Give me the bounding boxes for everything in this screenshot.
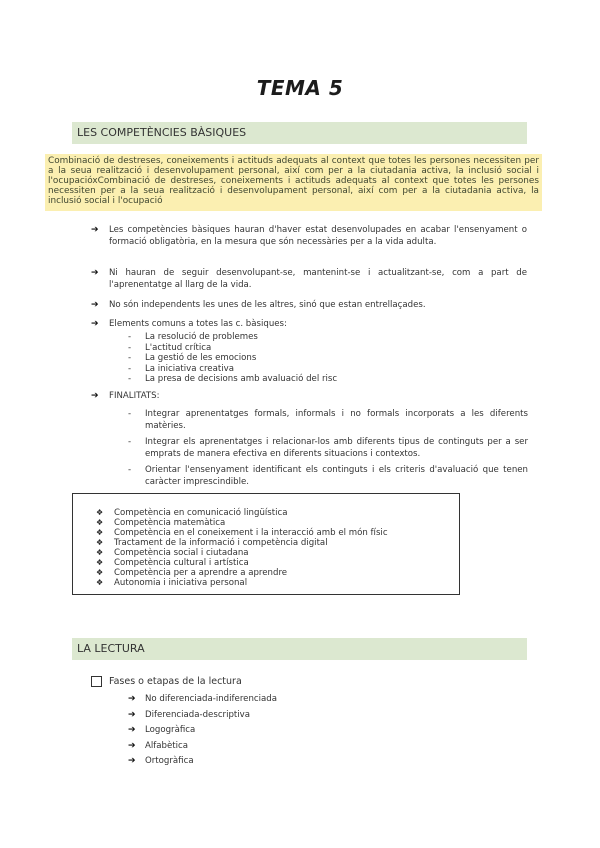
arrow-icon: ➔ — [91, 319, 99, 329]
list-item-text: Competència social i ciutadana — [114, 548, 249, 558]
diamond-icon: ❖ — [96, 568, 104, 577]
arrow-icon: ➔ — [91, 225, 99, 235]
bullet-text: No són independents les unes de les altres, sinó que estan entrellaçades. — [109, 300, 426, 310]
list-item-text: La gestió de les emocions — [145, 353, 257, 363]
list-item-text: No diferenciada-indiferenciada — [145, 694, 278, 704]
list-item-text: La resolució de problemes — [145, 332, 258, 342]
dash-marker: - — [128, 465, 132, 475]
arrow-icon: ➔ — [128, 725, 136, 735]
list-item-text: Integrar aprenentatges formals, informals i no formals incorporats a les diferents matèries. — [145, 409, 528, 431]
diamond-icon: ❖ — [96, 548, 104, 557]
section-heading-competencies: LES COMPETÈNCIES BÀSIQUES — [72, 122, 527, 144]
list-item-text: Competència en el coneixement i la interacció amb el món físic — [114, 528, 388, 538]
list-item — [128, 332, 528, 343]
checkbox[interactable] — [91, 676, 102, 687]
arrow-icon: ➔ — [128, 709, 136, 720]
bullet-text: Les competències bàsiques hauran d'haver estat desenvolupades en acabar l'ensenyament o formació obligatòria, en la mesura que són necessàries per a la vida adulta. — [109, 225, 527, 247]
page-title: TEMA 5 — [256, 76, 344, 100]
bullet-item — [91, 391, 527, 403]
list-item-text: Orientar l'ensenyament identificant els continguts i els criteris d'avaluació que tenen caràcter imprescindible. — [145, 465, 528, 487]
arrow-icon: ➔ — [128, 756, 136, 766]
list-item-text: L'actitud crítica — [145, 342, 212, 353]
elements-list — [128, 332, 528, 385]
dash-marker: - — [128, 342, 132, 353]
bullet-text: Elements comuns a totes las c. bàsiques: — [109, 319, 287, 329]
dash-marker: - — [128, 363, 132, 374]
bullet-item — [91, 300, 527, 312]
list-item-text: Competència matemàtica — [114, 518, 226, 528]
arrow-icon: ➔ — [91, 300, 99, 310]
list-item — [128, 437, 528, 460]
list-item-text: Competència cultural i artística — [114, 558, 249, 568]
arrow-icon: ➔ — [91, 391, 99, 401]
list-item — [128, 364, 528, 375]
checkbox-label: Fases o etapas de la lectura — [109, 676, 242, 687]
diamond-icon: ❖ — [96, 518, 104, 527]
list-item-text: Competència en comunicació lingüística — [114, 508, 288, 518]
diamond-icon: ❖ — [96, 558, 104, 567]
dash-marker: - — [128, 353, 132, 363]
bullet-item — [91, 268, 527, 291]
list-item-text: Ortogràfica — [145, 756, 194, 766]
dash-marker: - — [128, 332, 132, 342]
diamond-icon: ❖ — [96, 538, 104, 547]
list-item-text: Integrar els aprenentatges i relacionar-los amb diferents tipus de continguts per a ser emprats de manera efectiva en diferents situacions i contextos. — [145, 437, 528, 459]
arrow-icon: ➔ — [128, 694, 136, 704]
arrow-icon: ➔ — [128, 740, 136, 751]
list-item-text: La presa de decisions amb avaluació del risc — [145, 374, 338, 384]
bullet-text: FINALITATS: — [109, 391, 160, 401]
competencies-box — [72, 493, 460, 595]
arrow-icon: ➔ — [91, 268, 99, 278]
list-item — [128, 353, 528, 364]
dash-marker: - — [128, 437, 132, 447]
list-item-text: Competència per a aprendre a aprendre — [114, 568, 288, 578]
bullet-item — [91, 319, 527, 331]
list-item-text: La iniciativa creativa — [145, 363, 234, 374]
section-heading-lectura: LA LECTURA — [72, 638, 527, 660]
list-item — [128, 409, 528, 432]
finalitats-list — [128, 409, 528, 493]
bullet-item — [91, 225, 527, 248]
list-item-text: Autonomia i iniciativa personal — [114, 578, 248, 588]
diamond-icon: ❖ — [96, 528, 104, 537]
list-item — [128, 343, 528, 354]
diamond-icon: ❖ — [96, 578, 104, 587]
definition-highlight: Combinació de destreses, coneixements i actituds adequats al context que totes les persones necessiten per a la seua realització i desenvolupament personal, així com per a la ciutadania activa, la inclusió social i l'ocupacióxCombinació de destreses, coneixements i actituds adequats al context que totes les persones necessiten per a la seua realització i desenvolupament personal, així com per a la ciutadania activa, la inclusió social i l'ocupació — [45, 154, 542, 211]
list-item-text: Tractament de la informació i competència digital — [114, 538, 328, 548]
dash-marker: - — [128, 409, 132, 419]
list-item-text: Logogràfica — [145, 725, 196, 735]
dash-marker: - — [128, 374, 132, 384]
bullet-text: Ni hauran de seguir desenvolupant-se, mantenint-se i actualitzant-se, com a part de l'aprenentatge al llarg de la vida. — [109, 268, 527, 290]
diamond-icon: ❖ — [96, 508, 104, 517]
list-item — [128, 374, 528, 385]
list-item-text: Alfabètica — [145, 740, 189, 751]
list-item-text: Diferenciada-descriptiva — [145, 709, 251, 720]
list-item — [128, 465, 528, 488]
